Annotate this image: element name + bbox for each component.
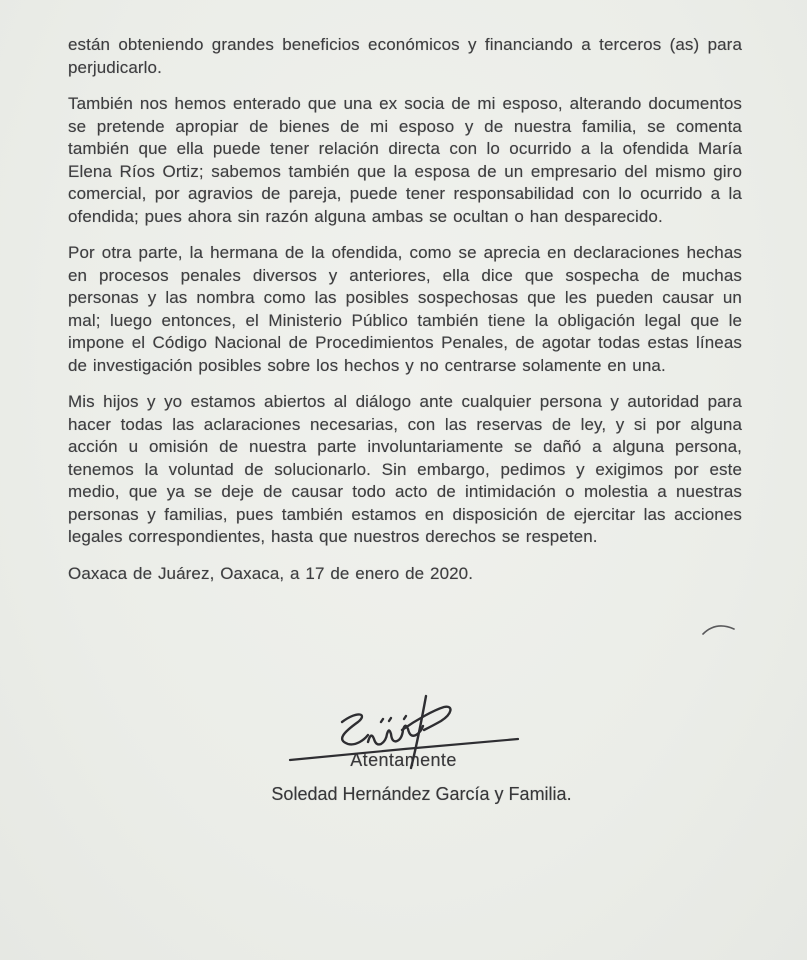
closing-atentamente: Atentamente: [350, 750, 457, 770]
signature-icon: [284, 692, 524, 774]
date-line: Oaxaca de Juárez, Oaxaca, a 17 de enero de 2020.: [68, 563, 474, 583]
letter-paragraph-3: Por otra parte, la hermana de la ofendida, como se aprecia en declaraciones hechas en procesos penales diversos y anteriores, ella dice que sospecha de muchas personas y las nombra como las posibles sospechosas que les pueden causar un mal; luego entonces, el Ministerio Público también tiene la obligación legal que le impone el Código Nacional de Procedimientos Penales, de agotar todas estas líneas de investigación posibles sobre los hechos y no centrarse solamente en una.: [68, 243, 742, 375]
signatory-name: Soledad Hernández García y Familia.: [271, 784, 572, 804]
letter-paragraph-1: están obteniendo grandes beneficios económicos y financiando a terceros (as) para perjudicarlo.: [68, 35, 742, 77]
signature-block: [0, 692, 807, 805]
letter-paragraph-4: Mis hijos y yo estamos abiertos al diálogo ante cualquier persona y autoridad para hacer todas las aclaraciones necesarias, con las reservas de ley, y si por alguna acción u omisión de nuestra parte involuntariamente se dañó a alguna persona, tenemos la voluntad de solucionarlo. Sin embargo, pedimos y exigimos por este medio, que ya se deje de causar todo acto de intimidación o molestia a nuestras personas y familias, pues también estamos en disposición de ejercitar las acciones legales correspondientes, hasta que nuestros derechos se respeten.: [68, 392, 742, 546]
letter-paragraph-2: También nos hemos enterado que una ex socia de mi esposo, alterando documentos se pretende apropiar de bienes de mi esposo y de nuestra familia, se comenta también que ella puede tener relación directa con lo ocurrido a la ofendida María Elena Ríos Ortiz; sabemos también que la esposa de un empresario del mismo giro comercial, por agravios de pareja, puede tener responsabilidad con lo ocurrido a la ofendida; pues ahora sin razón alguna ambas se ocultan o han desparecido.: [68, 94, 742, 226]
letter-body: [68, 34, 742, 599]
stray-pen-mark-icon: [700, 622, 738, 643]
